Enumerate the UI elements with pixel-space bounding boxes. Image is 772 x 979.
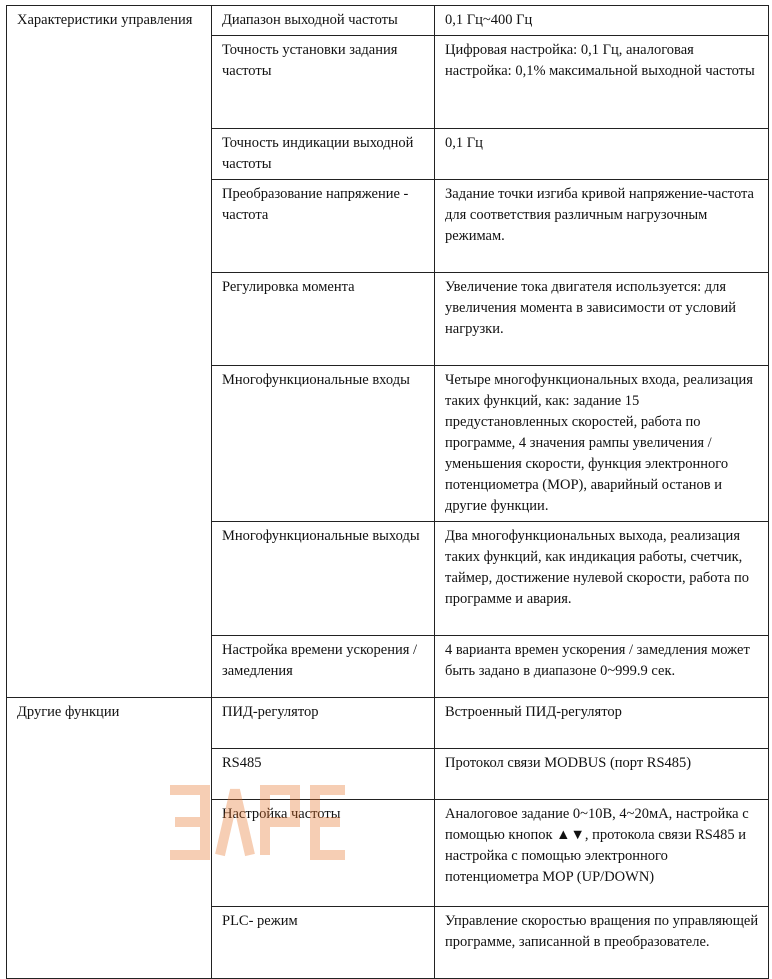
param-cell: Точность установки задания частоты bbox=[212, 36, 435, 129]
value-cell: Аналоговое задание 0~10В, 4~20мА, настройка с помощью кнопок ▲▼, протокола связи RS485 и настройка с помощью электронного потенциометра MOP (UP/DOWN) bbox=[435, 800, 769, 907]
param-cell: Диапазон выходной частоты bbox=[212, 6, 435, 36]
value-cell: Встроенный ПИД-регулятор bbox=[435, 698, 769, 749]
param-cell: ПИД-регулятор bbox=[212, 698, 435, 749]
value-cell: Четыре многофункциональных входа, реализация таких функций, как: задание 15 предустановленных скоростей, работа по программе, 4 значения рампы увеличения / уменьшения скорости, функция электронного потенциометра (MOP), аварийный останов и другие функции. bbox=[435, 366, 769, 522]
param-cell: Многофункциональные выходы bbox=[212, 522, 435, 636]
value-cell: Управление скоростью вращения по управляющей программе, записанной в преобразователе. bbox=[435, 907, 769, 979]
param-cell: Точность индикации выходной частоты bbox=[212, 129, 435, 180]
param-cell: Регулировка момента bbox=[212, 273, 435, 366]
param-cell: RS485 bbox=[212, 749, 435, 800]
value-cell: 0,1 Гц bbox=[435, 129, 769, 180]
value-cell: Цифровая настройка: 0,1 Гц, аналоговая настройка: 0,1% максимальной выходной частоты bbox=[435, 36, 769, 129]
param-cell: Преобразование напряжение - частота bbox=[212, 180, 435, 273]
value-cell: Увеличение тока двигателя используется: для увеличения момента в зависимости от условий нагрузки. bbox=[435, 273, 769, 366]
group-name-cell: Другие функции bbox=[7, 698, 212, 979]
spec-table-body bbox=[7, 6, 769, 979]
spec-table bbox=[6, 5, 769, 979]
param-cell: Настройка времени ускорения / замедления bbox=[212, 636, 435, 698]
value-cell: Два многофункциональных выхода, реализация таких функций, как индикация работы, счетчик, таймер, достижение нулевой скорости, работа по программе и авария. bbox=[435, 522, 769, 636]
param-cell: Настройка частоты bbox=[212, 800, 435, 907]
param-cell: Многофункциональные входы bbox=[212, 366, 435, 522]
value-cell: Задание точки изгиба кривой напряжение-частота для соответствия различным нагрузочным режимам. bbox=[435, 180, 769, 273]
table-row bbox=[7, 698, 769, 749]
value-cell: 4 варианта времен ускорения / замедления может быть задано в диапазоне 0~999.9 сек. bbox=[435, 636, 769, 698]
value-cell: 0,1 Гц~400 Гц bbox=[435, 6, 769, 36]
param-cell: PLC- режим bbox=[212, 907, 435, 979]
group-name-cell: Характеристики управления bbox=[7, 6, 212, 698]
table-row bbox=[7, 6, 769, 36]
value-cell: Протокол связи MODBUS (порт RS485) bbox=[435, 749, 769, 800]
